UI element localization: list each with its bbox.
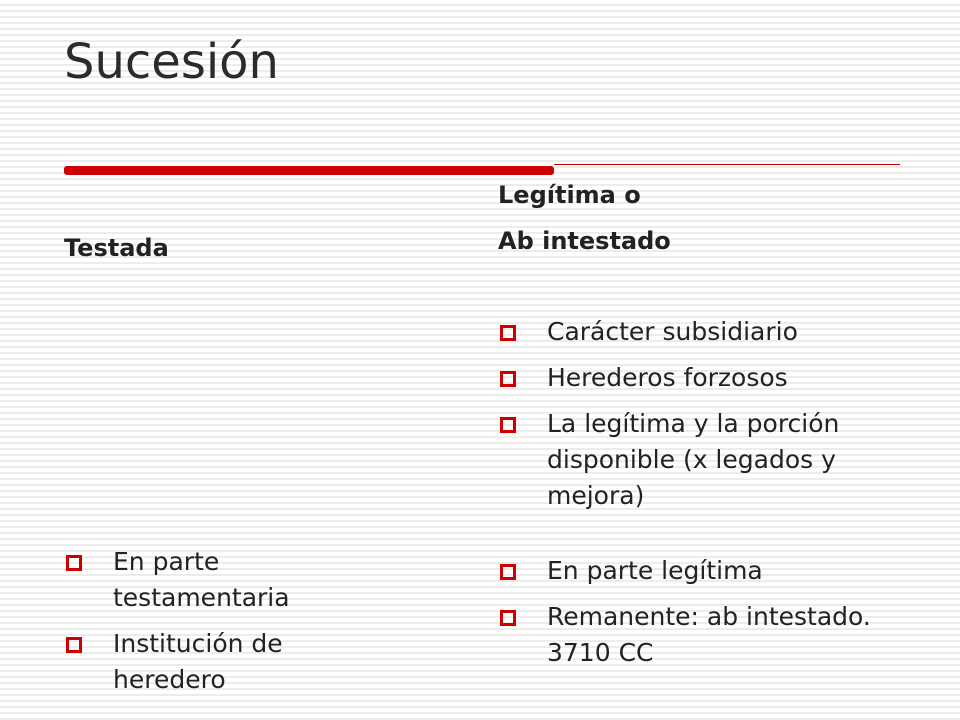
- title-underline-thick: [64, 166, 554, 175]
- hollow-square-bullet-icon: [66, 555, 82, 571]
- list-item: [498, 314, 898, 350]
- list-item-text: La legítima y la porción disponible (x legados y mejora): [547, 409, 840, 510]
- list-item: [64, 544, 364, 616]
- slide-title: Sucesión: [64, 34, 279, 90]
- list-item: [498, 360, 898, 396]
- list-item: [498, 599, 898, 671]
- list-item: [498, 406, 898, 514]
- title-underline-thin: [554, 164, 900, 165]
- hollow-square-bullet-icon: [500, 610, 516, 626]
- right-column-heading-line2: Ab intestado: [498, 227, 671, 255]
- list-item-text: Remanente: ab intestado. 3710 CC: [547, 602, 871, 667]
- list-item-text: Institución de heredero: [113, 629, 283, 694]
- list-item-text: En parte legítima: [547, 556, 763, 585]
- right-bullet-list: [498, 314, 898, 681]
- left-bullet-list: [64, 544, 364, 708]
- right-column-heading-line1: Legítima o: [498, 181, 641, 209]
- list-item: [64, 626, 364, 698]
- hollow-square-bullet-icon: [500, 325, 516, 341]
- list-item-text: Carácter subsidiario: [547, 317, 798, 346]
- hollow-square-bullet-icon: [66, 637, 82, 653]
- list-item-text: En parte testamentaria: [113, 547, 290, 612]
- left-column-heading: Testada: [64, 234, 169, 262]
- hollow-square-bullet-icon: [500, 564, 516, 580]
- list-item: [498, 553, 898, 589]
- list-item-text: Herederos forzosos: [547, 363, 788, 392]
- hollow-square-bullet-icon: [500, 417, 516, 433]
- hollow-square-bullet-icon: [500, 371, 516, 387]
